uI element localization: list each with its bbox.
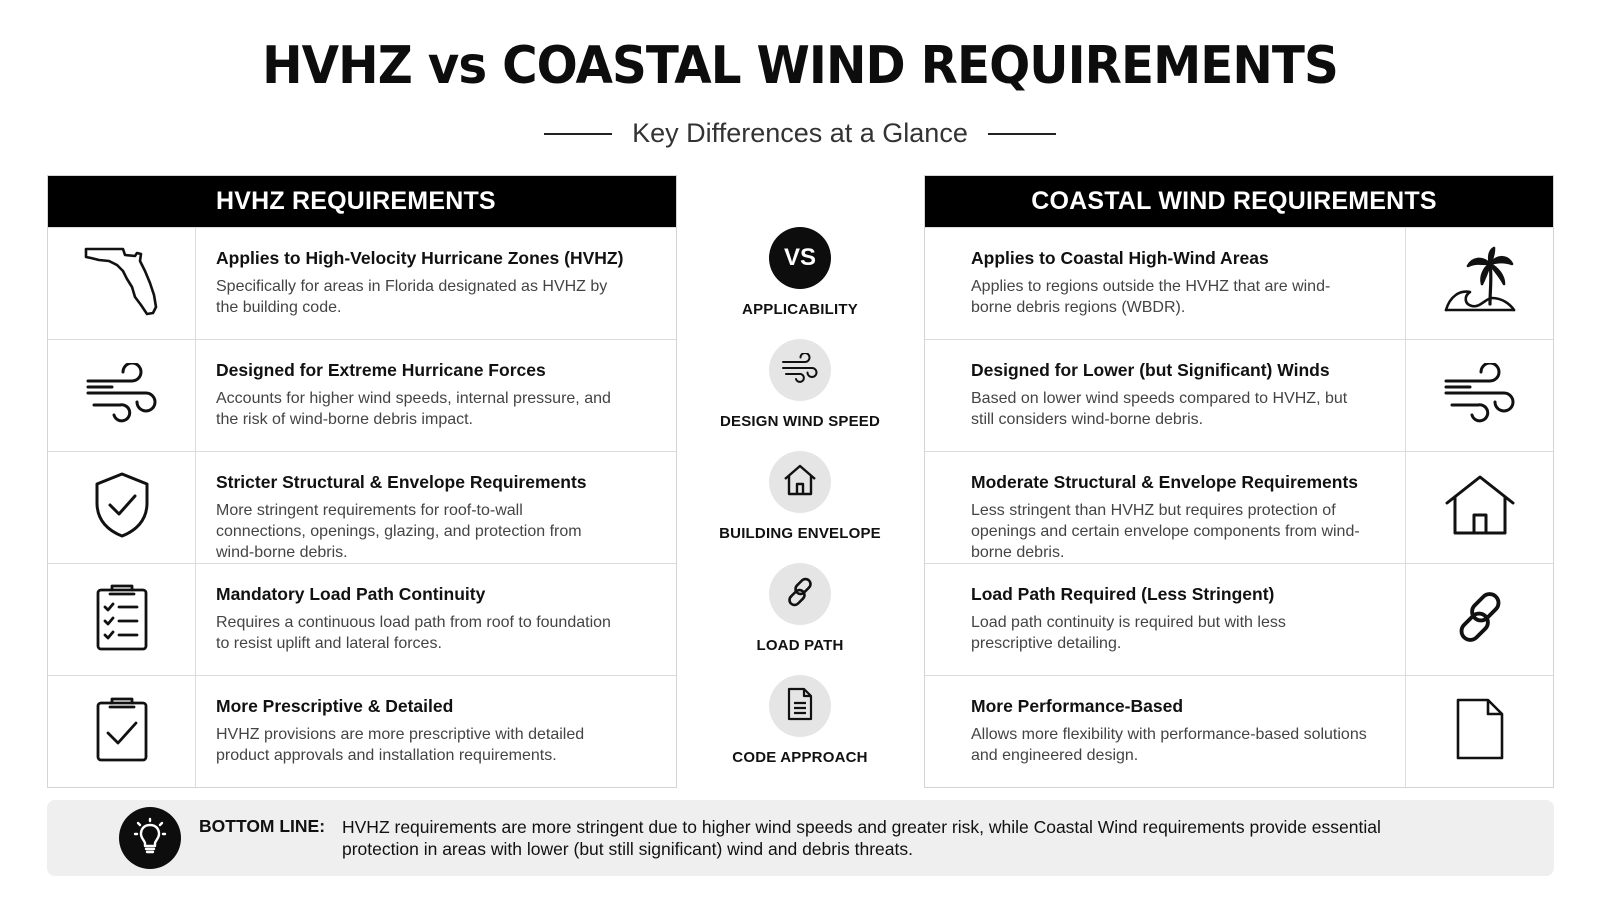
row-title: Mandatory Load Path Continuity <box>216 584 486 604</box>
house-icon <box>782 463 818 502</box>
row-desc: Less stringent than HVHZ but requires protection of openings and certain envelope components from wind-borne debris. <box>971 502 1360 561</box>
page-title: HVHZ vs COASTAL WIND REQUIREMENTS <box>262 36 1338 96</box>
coastal-row-load-path <box>925 563 1553 675</box>
shield-check-icon <box>92 471 152 544</box>
subtitle-row <box>0 118 1600 149</box>
bottom-line-label: BOTTOM LINE: <box>199 816 326 836</box>
row-desc: HVHZ provisions are more prescriptive with detailed product approvals and installation requirements. <box>216 726 585 764</box>
row-title: More Performance-Based <box>971 696 1184 716</box>
coastal-header: COASTAL WIND REQUIREMENTS <box>925 176 1553 227</box>
clipboard-check-icon <box>94 695 150 768</box>
row-title: Applies to High-Velocity Hurricane Zones (HVHZ) <box>216 248 624 268</box>
subtitle-rule-left <box>544 133 612 135</box>
coastal-row-envelope <box>925 451 1553 563</box>
row-desc: Allows more flexibility with performance-based solutions and engineered design. <box>971 726 1367 764</box>
hvhz-row-wind-speed <box>48 339 676 451</box>
row-title: Stricter Structural & Envelope Requirements <box>216 472 587 492</box>
wind-icon <box>84 363 160 428</box>
hvhz-header: HVHZ REQUIREMENTS <box>48 176 676 227</box>
row-desc: Load path continuity is required but with less prescriptive detailing. <box>971 614 1286 652</box>
hvhz-row-code-approach <box>48 675 676 787</box>
category-label: DESIGN WIND SPEED <box>719 413 881 430</box>
category-label: APPLICABILITY <box>742 301 858 318</box>
coastal-panel <box>924 175 1554 788</box>
bottom-line-banner <box>47 800 1554 876</box>
row-desc: Based on lower wind speeds compared to HVHZ, but still considers wind-borne debris. <box>971 390 1348 428</box>
palm-island-icon <box>1442 246 1518 321</box>
category-design-wind-speed <box>718 338 882 450</box>
row-desc: Specifically for areas in Florida designated as HVHZ by the building code. <box>216 278 608 316</box>
row-desc: Applies to regions outside the HVHZ that are wind-borne debris regions (WBDR). <box>971 278 1331 316</box>
hvhz-panel <box>47 175 677 788</box>
row-title: Designed for Lower (but Significant) Winds <box>971 360 1330 380</box>
coastal-row-applicability <box>925 227 1553 339</box>
row-title: Designed for Extreme Hurricane Forces <box>216 360 546 380</box>
category-label: LOAD PATH <box>756 637 844 654</box>
category-column <box>718 226 882 786</box>
hvhz-row-envelope <box>48 451 676 563</box>
row-desc: More stringent requirements for roof-to-wall connections, openings, glazing, and protection from wind-borne debris. <box>216 502 582 561</box>
row-title: More Prescriptive & Detailed <box>216 696 454 716</box>
wind-icon <box>1442 363 1518 428</box>
row-title: Moderate Structural & Envelope Requirements <box>971 472 1359 492</box>
house-icon <box>1444 473 1516 542</box>
coastal-row-code-approach <box>925 675 1553 787</box>
chain-link-icon <box>783 575 817 614</box>
category-code-approach <box>718 674 882 786</box>
wind-icon <box>781 353 819 388</box>
category-label: CODE APPROACH <box>732 749 868 766</box>
vs-badge: VS <box>769 227 831 289</box>
chain-link-icon <box>1450 587 1510 652</box>
coastal-row-wind-speed <box>925 339 1553 451</box>
page-subtitle: Key Differences at a Glance <box>632 118 968 148</box>
row-desc: Accounts for higher wind speeds, internal pressure, and the risk of wind-borne debris impact. <box>216 390 611 428</box>
row-title: Load Path Required (Less Stringent) <box>971 584 1275 604</box>
bottom-line-text: HVHZ requirements are more stringent due to higher wind speeds and greater risk, while Coastal Wind requirements provide essential protection in areas with lower (but still significant) wind and debris threats. <box>342 817 1381 859</box>
category-label: BUILDING ENVELOPE <box>719 525 881 542</box>
document-icon <box>1454 697 1506 766</box>
category-applicability <box>718 226 882 338</box>
category-load-path <box>718 562 882 674</box>
subtitle-rule-right <box>988 133 1056 135</box>
row-desc: Requires a continuous load path from roof to foundation to resist uplift and lateral forces. <box>216 614 611 652</box>
hvhz-row-load-path <box>48 563 676 675</box>
checklist-clipboard-icon <box>94 582 150 657</box>
florida-map-icon <box>83 245 161 322</box>
category-building-envelope <box>718 450 882 562</box>
document-icon <box>785 687 815 726</box>
lightbulb-icon <box>133 817 167 860</box>
row-title: Applies to Coastal High-Wind Areas <box>971 248 1269 268</box>
hvhz-row-applicability <box>48 227 676 339</box>
